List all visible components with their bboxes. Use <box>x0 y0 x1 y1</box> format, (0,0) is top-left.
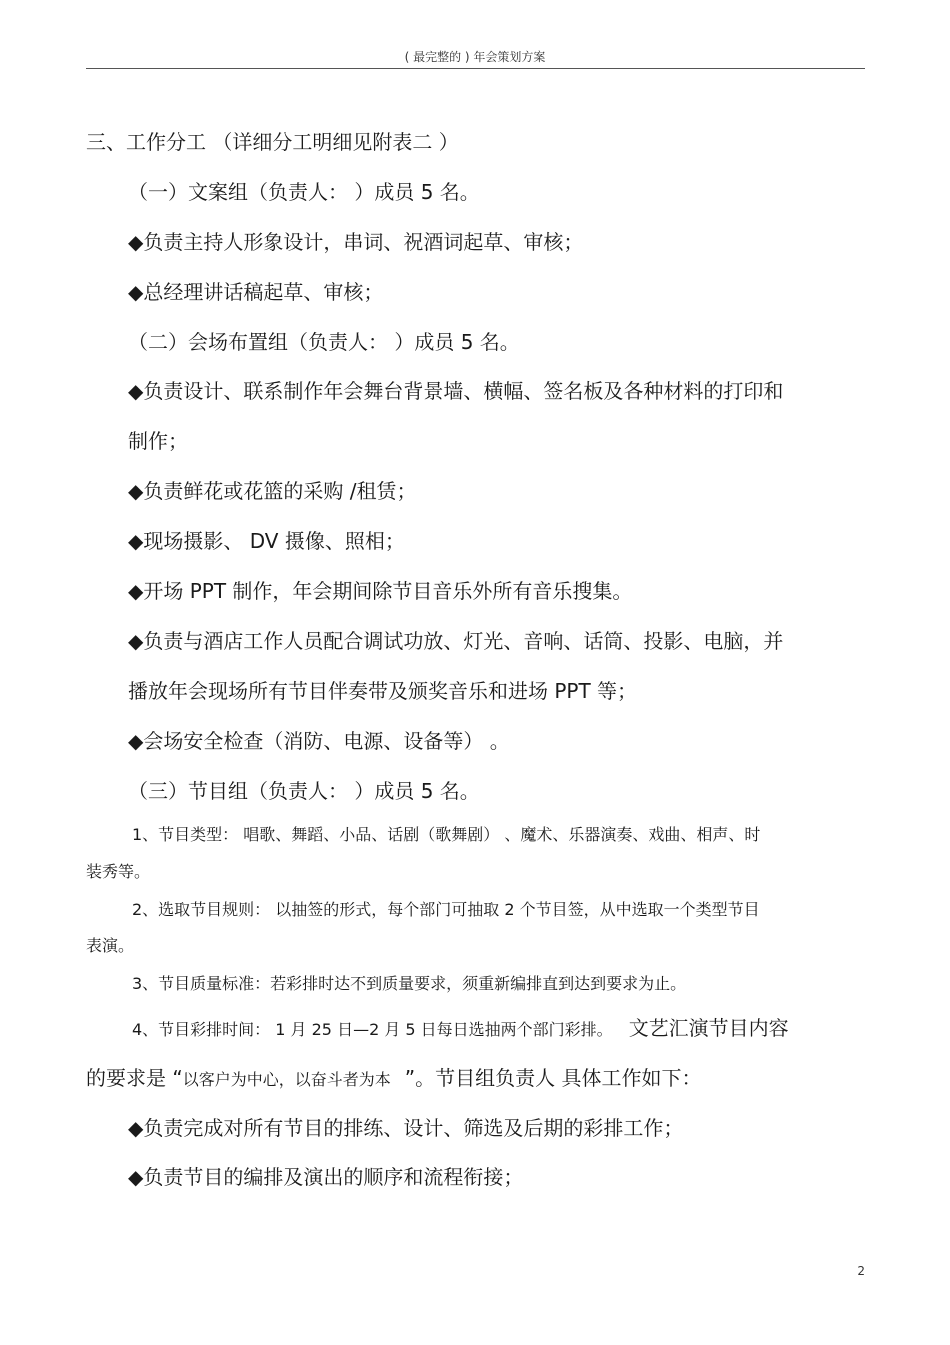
rule4-schedule-text: 4、节目彩排时间： 1 月 25 日—2 月 5 日每日选抽两个部门彩排。 <box>132 1020 613 1039</box>
group1-heading: （一）文案组（负责人： ）成员 5 名。 <box>128 180 480 204</box>
group3-rule-continuation: 装秀等。 <box>86 862 151 881</box>
rule4-content-text: 文艺汇演节目内容 <box>628 1016 789 1040</box>
group3-item: ◆负责完成对所有节目的排练、设计、筛选及后期的彩排工作； <box>128 1116 684 1140</box>
group2-item: ◆负责设计、联系制作年会舞台背景墙、横幅、签名板及各种材料的打印和 <box>128 379 784 403</box>
group3-rule-continuation: 表演。 <box>86 936 135 955</box>
group1-item: ◆总经理讲话稿起草、审核； <box>128 280 384 304</box>
group3-rule4-line2 <box>86 1064 701 1092</box>
group3-rule: 2、选取节目规则： 以抽签的形式，每个部门可抽取 2 个节目签，从中选取一个类型节目 <box>132 900 760 919</box>
rule4-requirement-text: 的要求是 “ <box>86 1066 183 1090</box>
section-title: 三、工作分工 （详细分工明细见附表二 ） <box>86 130 459 154</box>
group3-rule: 1、节目类型： 唱歌、舞蹈、小品、话剧（歌舞剧） 、魔术、乐器演奏、戏曲、相声、时 <box>132 825 761 844</box>
rule4-slogan-text: 以客户为中心，以奋斗者为本 <box>182 1070 391 1089</box>
group3-heading: （三）节目组（负责人： ）成员 5 名。 <box>128 779 480 803</box>
group3-rule4-line1 <box>132 1014 789 1042</box>
group3-item: ◆负责节目的编排及演出的顺序和流程衔接； <box>128 1165 524 1189</box>
group1-item: ◆负责主持人形象设计，串词、祝酒词起草、审核； <box>128 230 584 254</box>
group2-item: ◆开场 PPT 制作，年会期间除节目音乐外所有音乐搜集。 <box>128 579 633 603</box>
group2-item-continuation: 制作； <box>128 429 188 453</box>
group3-rule: 3、节目质量标准：若彩排时达不到质量要求，须重新编排直到达到要求为止。 <box>132 974 687 993</box>
group2-heading: （二）会场布置组（负责人： ）成员 5 名。 <box>128 330 520 354</box>
rule4-leader-text: ”。节目组负责人 具体工作如下： <box>404 1066 702 1090</box>
page-number: 2 <box>857 1264 865 1278</box>
group2-item-continuation: 播放年会现场所有节目伴奏带及颁奖音乐和进场 PPT 等； <box>128 679 638 703</box>
group2-item: ◆现场摄影、 DV 摄像、照相； <box>128 529 405 553</box>
header-divider <box>86 68 865 69</box>
running-header: ( 最完整的 ) 年会策划方案 <box>404 50 546 64</box>
group2-item: ◆负责鲜花或花篮的采购 /租赁； <box>128 479 417 503</box>
group2-item: ◆负责与酒店工作人员配合调试功放、灯光、音响、话筒、投影、电脑，并 <box>128 629 784 653</box>
group2-item: ◆会场安全检查（消防、电源、设备等） 。 <box>128 729 510 753</box>
